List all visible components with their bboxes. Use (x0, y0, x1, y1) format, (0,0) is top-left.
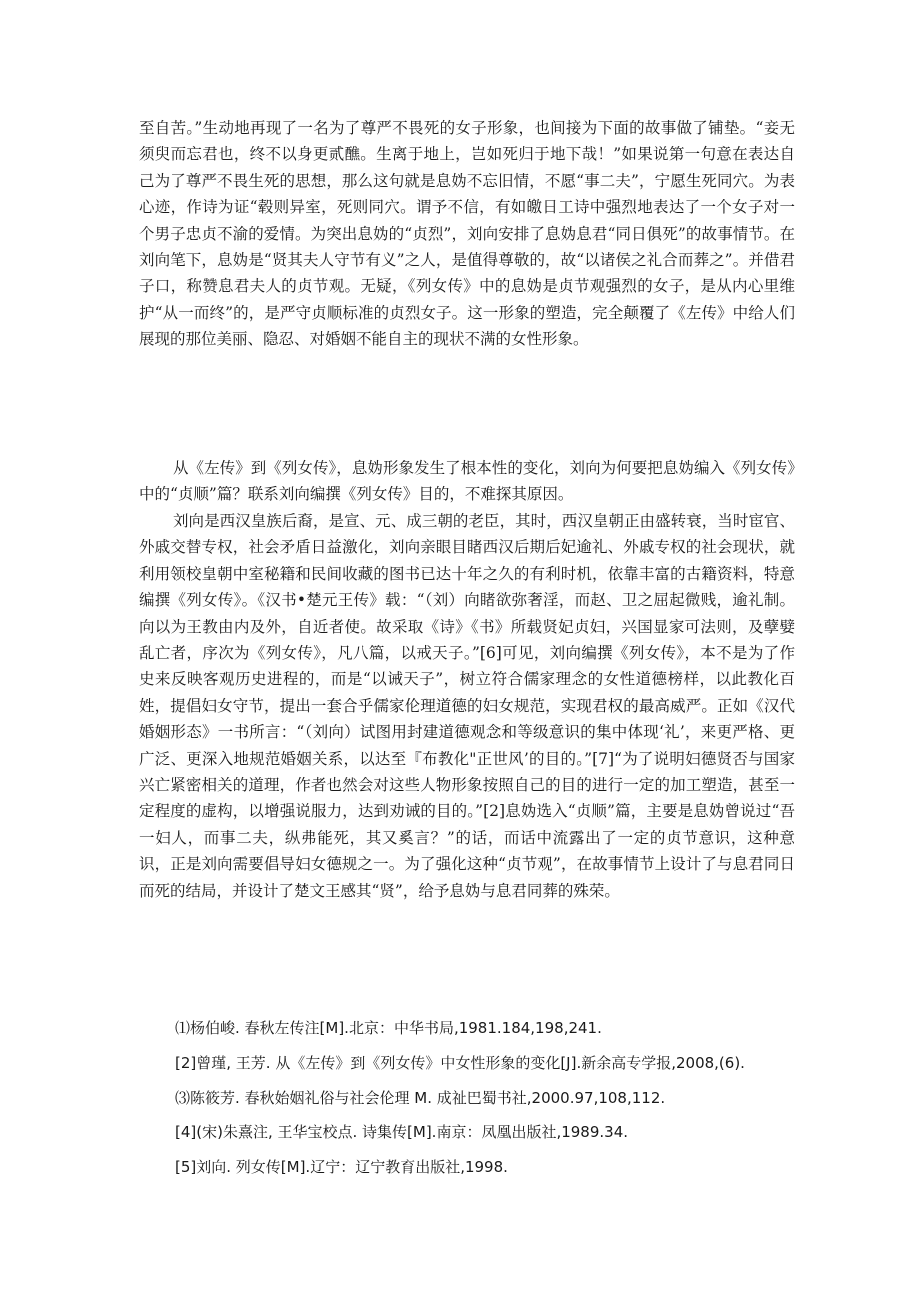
reference-list (175, 1018, 795, 1192)
paragraph-liu-xiang-purpose: 刘向是西汉皇族后裔，是宣、元、成三朝的老臣，其时，西汉皇朝正由盛转衰，当时宦官、外戚交替专权，社会矛盾日益激化，刘向亲眼目睹西汉后期后妃逾礼、外戚专权的社会现状，就利用领校皇朝中室秘籍和民间收藏的图书已达十年之久的有利时机，依靠丰富的古籍资料，特意编撰《列女传》。《汉书•楚元王传》载：“（刘）向睹欲弥奢淫，而赵、卫之屈起微贱，逾礼制。向以为王教由内及外，自近者使。故采取《诗》《书》所载贤妃贞妇，兴国显家可法则，及孽嬖乱亡者，序次为《列女传》，凡八篇，以戒天子。”[6]可见，刘向编撰《列女传》，本不是为了作史来反映客观历史进程的，而是“以诫天子”，树立符合儒家理念的女性道德榜样，以此教化百姓，提倡妇女守节，提出一套合乎儒家伦理道德的妇女规范，实现君权的最高威严。正如《汉代婚姻形态》一书所言：“（刘向）试图用封建道德观念和等级意识的集中体现‘礼’，来更严格、更广泛、更深入地规范婚姻关系，以达至『布教化"正世风’的目的。”[7]“为了说明妇德贤否与国家兴亡紧密相关的道理，作者也然会对这些人物形象按照自己的目的进行一定的加工塑造，甚至一定程度的虚构，以增强说服力，达到劝诫的目的。”[2]息妫选入“贞顺”篇，主要是息妫曾说过“吾一妇人，而事二夫，纵弗能死，其又奚言？”的话，而话中流露出了一定的贞节意识，这种意识，正是刘向需要倡导妇女德规之一。为了强化这种“贞节观”，在故事情节上设计了与息君同日而死的结局，并设计了楚文王感其“贤”，给予息妫与息君同葬的殊荣。 (139, 512, 795, 900)
reference-item: ⑶陈筱芳. 春秋始姻礼俗与社会伦理 M. 成祉巴蜀书社,2000.97,108,112. (175, 1088, 666, 1107)
reference-item: [4](宋)朱熹注, 王华宝校点. 诗集传[M].南京：凤凰出版社,1989.34. (175, 1123, 629, 1142)
reference-item: ⑴杨伯峻. 春秋左传注[M].北京：中华书局,1981.184,198,241. (175, 1019, 602, 1037)
reference-item: [2]曾瑾, 王芳. 从《左传》到《列女传》中女性形象的变化[J].新余高专学报,2008,(6). (175, 1053, 745, 1072)
reference-item: [5]刘向. 列女传[M].辽宁：辽宁教育出版社,1998. (175, 1158, 508, 1177)
paragraph-transition-question: 从《左传》到《列女传》，息妫形象发生了根本性的变化，刘向为何要把息妫编入《列女传》中的“贞顺”篇？联系刘向编撰《列女传》目的，不难探其原因。 (139, 459, 795, 504)
paragraph-xi-gui-chastity: 至自苦。”生动地再现了一名为了尊严不畏死的女子形象，也间接为下面的故事做了铺垫。“妾无须臾而忘君也，终不以身更贰醮。生离于地上，岂如死归于地下哉！”如果说第一句意在表达自己为了尊严不畏生死的思想，那么这句就是息妫不忘旧情，不愿“事二夫”，宁愿生死同穴。为表心迹，作诗为证“毂则异室，死则同穴。谓予不信，有如皦日工诗中强烈地表达了一个女子对一个男子忠贞不渝的爱情。为突出息妫的“贞烈”，刘向安排了息妫息君“同日俱死”的故事情节。在刘向笔下，息妫是“贤其夫人守节有义”之人，是值得尊敬的，故“以诸侯之礼合而葬之”。并借君子口，称赞息君夫人的贞节观。无疑，《列女传》中的息妫是贞节观强烈的女子，是从内心里维护“从一而终”的，是严守贞顺标准的贞烈女子。这一形象的塑造，完全颠覆了《左传》中给人们展现的那位美丽、隐忍、对婚姻不能自主的现状不满的女性形象。 (139, 119, 795, 349)
